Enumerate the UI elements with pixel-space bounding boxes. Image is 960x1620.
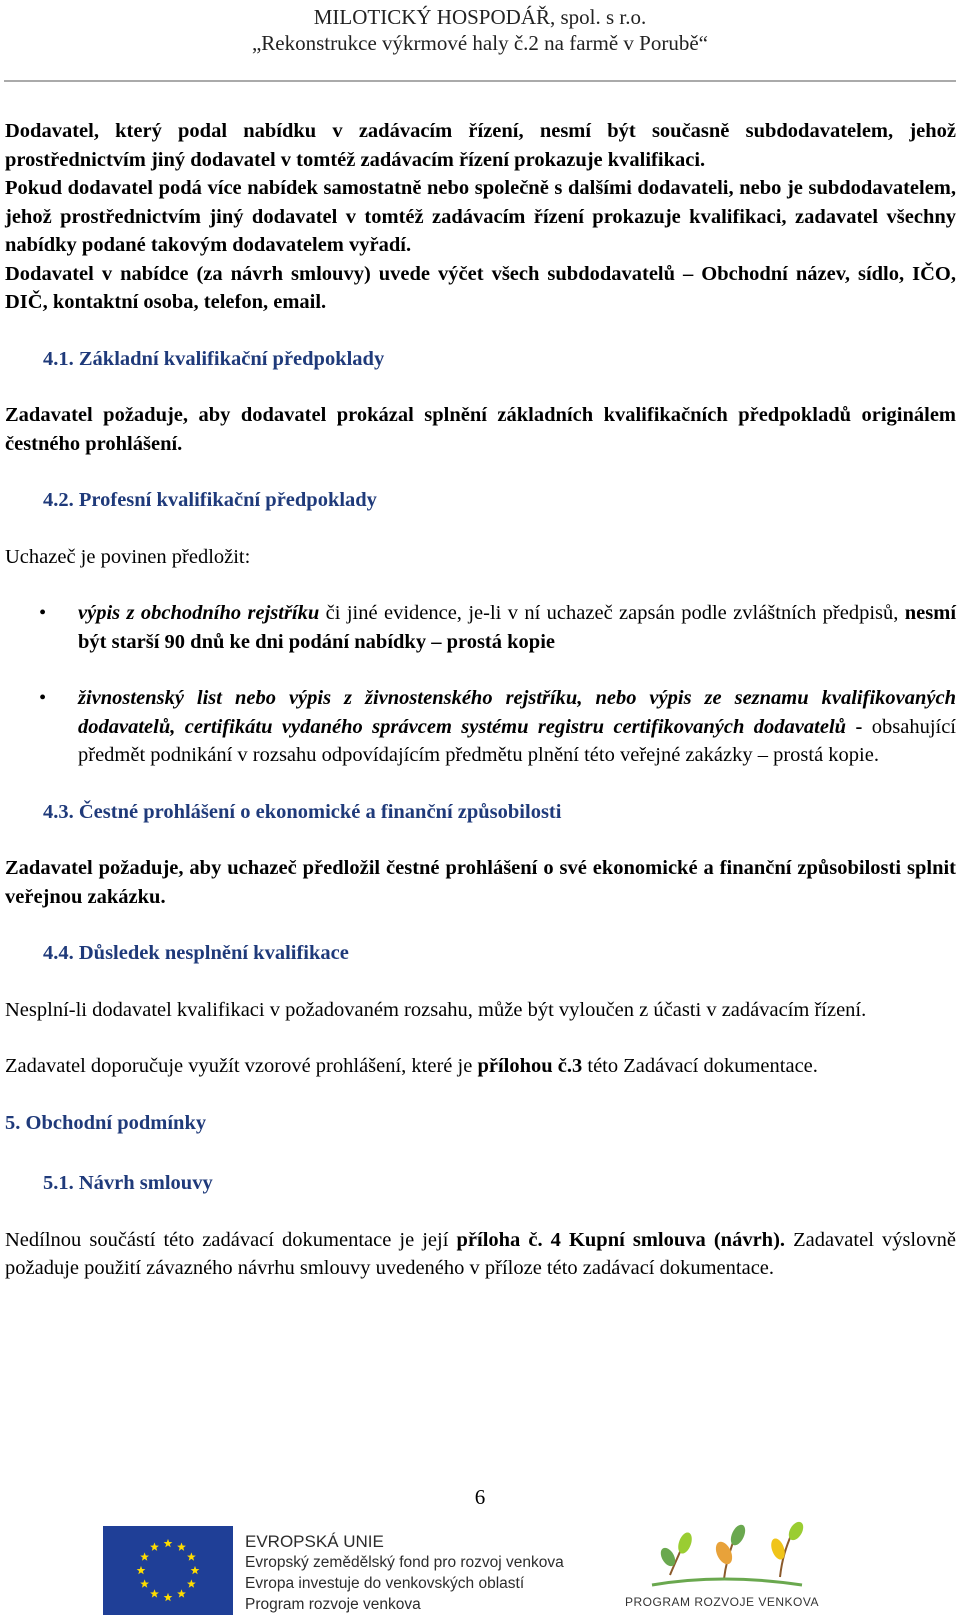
trade-license-title: živnostenský list nebo výpis z živnostenského rejstříku, nebo výpis ze seznamu kvalifikovaných dodavatelů, certifikátu vydaného správcem systému registru certifikovaných dodavatelů [78, 687, 956, 738]
eu-star-icon [187, 1579, 196, 1587]
paragraph-5-1-text-1: Nedílnou součástí této zadávací dokumentace je její [5, 1228, 457, 1251]
bullet-icon: • [39, 602, 47, 624]
eu-star-icon [140, 1579, 149, 1587]
eu-star-icon [187, 1552, 196, 1560]
page-number: 6 [474, 1485, 486, 1509]
paragraph-4-2: Uchazeč je povinen předložit: [5, 545, 251, 568]
header-project: „Rekonstrukce výkrmové haly č.2 na farmě v Porubě“ [251, 31, 708, 55]
eu-star-icon [140, 1552, 149, 1560]
trade-register-text: či jiné evidence, je-li v ní uchazeč zapsán podle zvláštních předpisů, [319, 602, 905, 624]
page-header [0, 4, 960, 56]
trade-register-requirement: nesmí být starší 90 dnů ke dni podání nabídky – prostá kopie [78, 602, 957, 653]
eu-flag-logo [103, 1526, 233, 1615]
eu-star-icon [177, 1589, 186, 1597]
eu-title: EVROPSKÁ UNIE [245, 1532, 384, 1551]
paragraph-4-1: Zadavatel požaduje, aby dodavatel prokázal splnění základních kvalifikačních předpokladů originálem čestného prohlášení. [5, 404, 956, 455]
document-body [5, 117, 956, 1283]
multiple-bids-text: Pokud dodavatel podá více nabídek samostatně nebo společně s dalšími dodavateli, nebo je subdodavatelem, jehož prostřednictvím jiný dodavatel v tomtéž zadávacím řízení prokazuje kvalifikaci, zadavatel všechny nabídky podané takovým dodavatelem vyřadí. [5, 177, 956, 256]
attachment-reference: přílohou č.3 [477, 1055, 583, 1077]
prv-label: PROGRAM ROZVOJE VENKOVA [625, 1595, 819, 1609]
paragraph-subcontractor-list: Dodavatel v nabídce (za návrh smlouvy) uvede výčet všech subdodavatelů – Obchodní název, sídlo, IČO, DIČ, kontaktní osoba, telefon, email. [5, 262, 956, 313]
eu-fund-name: Evropský zemědělský fond pro rozvoj venkova [245, 1554, 564, 1571]
eu-logo-text [245, 1531, 564, 1615]
heading-4-2: 4.2. Profesní kvalifikační předpoklady [43, 489, 377, 511]
eu-program-name: Program rozvoje venkova [245, 1596, 421, 1613]
eu-star-icon [150, 1543, 159, 1551]
header-company: MILOTICKÝ HOSPODÁŘ, spol. s r.o. [313, 5, 647, 29]
trade-license-text: obsahující předmět podnikání v rozsahu odpovídajícím předmětu plnění této veřejné zakázky – prostá kopie. [78, 715, 957, 766]
list-item-trade-register [5, 599, 956, 656]
contract-attachment-reference: příloha č. 4 Kupní smlouva (návrh). [456, 1228, 786, 1251]
eu-stars-icon [103, 1526, 233, 1615]
paragraph-4-3: Zadavatel požaduje, aby uchazeč předložil čestné prohlášení o své ekonomické a finanční způsobilosti splnit veřejnou zakázku. [5, 857, 956, 908]
trade-license-dash: - [846, 715, 863, 738]
heading-5-1: 5.1. Návrh smlouvy [43, 1172, 213, 1194]
paragraph-4-4b [5, 1052, 956, 1081]
paragraph-5-1 [5, 1226, 956, 1283]
heading-4-1: 4.1. Základní kvalifikační předpoklady [43, 347, 385, 370]
heading-5: 5. Obchodní podmínky [5, 1111, 207, 1134]
paragraph-4-4b-text-2: této Zadávací dokumentace. [582, 1055, 818, 1077]
heading-4-4: 4.4. Důsledek nesplnění kvalifikace [43, 942, 349, 964]
bullet-icon: • [39, 687, 47, 709]
trade-register-title: výpis z obchodního rejstříku [78, 602, 320, 624]
heading-4-3: 4.3. Čestné prohlášení o ekonomické a finanční způsobilosti [43, 800, 562, 823]
list-item-trade-license [5, 684, 956, 770]
paragraph-multiple-bids [5, 174, 956, 260]
eu-star-icon [177, 1543, 186, 1551]
eu-star-icon [164, 1593, 173, 1601]
page-footer [0, 1515, 960, 1620]
eu-star-icon [191, 1566, 200, 1574]
eu-star-icon [164, 1539, 173, 1547]
paragraph-subcontractor-rule: Dodavatel, který podal nabídku v zadávacím řízení, nesmí být současně subdodavatelem, jehož prostřednictvím jiný dodavatel v tomtéž zadávacím řízení prokazuje kvalifikaci. [5, 120, 956, 171]
paragraph-5-1-text-2: Zadavatel výslovně požaduje použití závazného návrhu smlouvy uvedeného v příloze této zadávací dokumentace. [5, 1228, 956, 1279]
paragraph-4-4b-text-1: Zadavatel doporučuje využít vzorové prohlášení, které je [5, 1055, 478, 1077]
header-divider [4, 80, 956, 82]
eu-star-icon [137, 1566, 146, 1574]
eu-slogan: Evropa investuje do venkovských oblastí [245, 1575, 525, 1592]
paragraph-4-4a: Nesplní-li dodavatel kvalifikaci v požadovaném rozsahu, může být vyloučen z účasti v zadávacím řízení. [5, 998, 867, 1021]
eu-star-icon [150, 1589, 159, 1597]
